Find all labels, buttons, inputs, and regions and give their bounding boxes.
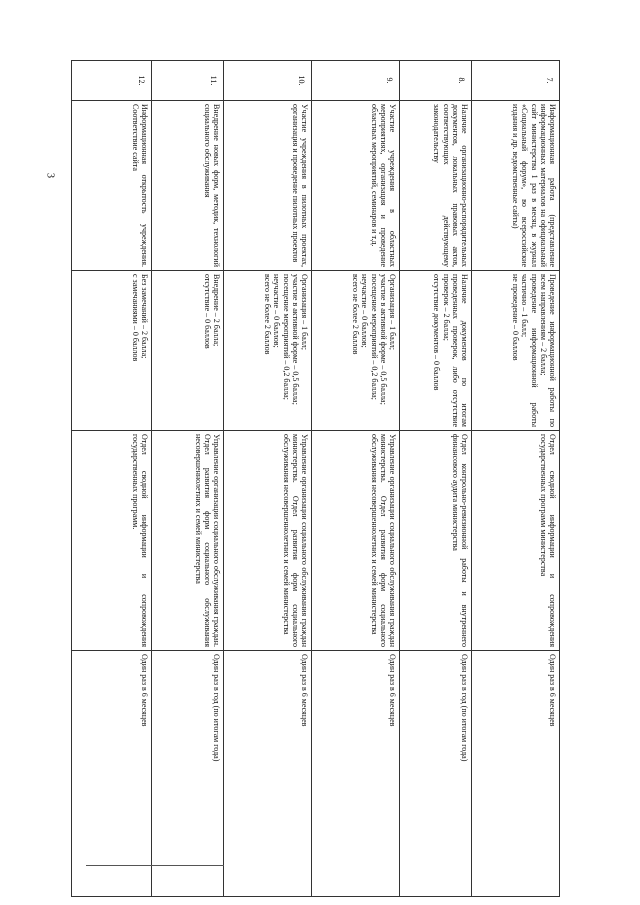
page-number: 3 bbox=[44, 173, 56, 178]
frequency-cell: Один раз в год (по итогам года) bbox=[400, 651, 472, 897]
footnote-rule bbox=[86, 865, 224, 866]
criteria-line: неучастие – 0 баллов; bbox=[360, 274, 370, 348]
criteria-table-rotated bbox=[72, 60, 560, 896]
table-row bbox=[312, 61, 400, 897]
criteria-line: отсутствие – 0 баллов bbox=[202, 274, 212, 349]
frequency-cell: Один раз в 6 месяцев bbox=[224, 651, 312, 897]
indicator-cell: Участие учреждения в пилотных проектах, организация и проведение пилотных проектов bbox=[224, 101, 312, 271]
criteria-line: всего не более 2 баллов bbox=[351, 274, 361, 355]
row-number-cell: 8. bbox=[400, 61, 472, 101]
criteria-line: отсутствие документов – 0 баллов bbox=[432, 274, 442, 391]
criteria-line: Без замечаний – 2 балла; bbox=[140, 274, 149, 359]
criteria-cell bbox=[224, 271, 312, 431]
criteria-cell bbox=[72, 271, 152, 431]
criteria-cell bbox=[400, 271, 472, 431]
frequency-cell: Один раз в 6 месяцев bbox=[72, 651, 152, 897]
criteria-line: всего не более 2 баллов bbox=[263, 274, 273, 355]
criteria-line: участие в активной форме – 0,5 балла; bbox=[290, 274, 300, 405]
table-row bbox=[472, 61, 560, 897]
responsible-cell: Отдел сводной информации и сопровождения государственных программ министерства bbox=[472, 431, 560, 651]
criteria-line: Наличие документов по итогам проведенных проверок, либо отсутствие проверок – 2 балла; bbox=[441, 274, 469, 427]
row-number-cell: 9. bbox=[312, 61, 400, 101]
indicator-cell: Информационная работа (представление информационных материалов на официальный сайт министерства 1 раз в месяц, в журнал «Социальный форум», во всероссийские издания и др. ведомственные сайты) bbox=[472, 101, 560, 271]
responsible-cell: Управление организации социального обслуживания граждан министерства. Отдел развития форм социального обслуживания несовершеннолетних и семей министерства bbox=[312, 431, 400, 651]
row-number-cell: 11. bbox=[152, 61, 224, 101]
criteria-line: посещение мероприятий – 0,2 балла; bbox=[281, 274, 291, 400]
indicator-cell: Внедрение новых форм, методик, технологий социального обслуживания bbox=[152, 101, 224, 271]
criteria-cell bbox=[472, 271, 560, 431]
criteria-line: проведение информационной работы частично – 1 балл; bbox=[520, 274, 539, 427]
criteria-line: не проведение – 0 баллов bbox=[511, 274, 521, 361]
criteria-line: Организация – 1 балл; bbox=[388, 274, 397, 351]
criteria-cell bbox=[312, 271, 400, 431]
indicator-cell: Участие учреждения в областных мероприятиях, организация и проведение областных мероприятий, семинаров и т.д. bbox=[312, 101, 400, 271]
criteria-table bbox=[71, 60, 560, 897]
criteria-line: Проведение информационной работы по всем направлениям – 2 балла; bbox=[538, 274, 557, 427]
table-row bbox=[72, 61, 152, 897]
table-row bbox=[152, 61, 224, 897]
indicator-cell: Информационная открытость учреждения. Соответствие сайта bbox=[72, 101, 152, 271]
frequency-cell: Один раз в 6 месяцев bbox=[312, 651, 400, 897]
criteria-line: участие в активной форме – 0,5 балла; bbox=[378, 274, 388, 405]
frequency-cell: Один раз в 6 месяцев bbox=[472, 651, 560, 897]
frequency-cell: Один раз в год (по итогам года) bbox=[152, 651, 224, 897]
indicator-cell: Наличие организационно-распорядительных документов, локальных правовых актов, соответствующих действующему законодательству bbox=[400, 101, 472, 271]
criteria-line: Организация – 1 балл; bbox=[300, 274, 309, 351]
row-number-cell: 7. bbox=[472, 61, 560, 101]
table-row bbox=[400, 61, 472, 897]
responsible-cell: Отдел контрольно-ревизионной работы и внутреннего финансового аудита министерства bbox=[400, 431, 472, 651]
row-number-cell: 10. bbox=[224, 61, 312, 101]
responsible-cell: Управление организации социального обслуживания граждан министерства. Отдел развития форм социального обслуживания несовершеннолетних и семей министерства bbox=[224, 431, 312, 651]
table-body bbox=[72, 61, 560, 897]
criteria-line: посещение мероприятий – 0,2 балла; bbox=[369, 274, 379, 400]
criteria-cell bbox=[152, 271, 224, 431]
criteria-line: с замечаниями – 0 баллов bbox=[130, 274, 140, 362]
criteria-line: Внедрение – 2 балла; bbox=[212, 274, 221, 347]
criteria-line: неучастие – 0 баллов; bbox=[272, 274, 282, 348]
table-row bbox=[224, 61, 312, 897]
row-number-cell: 12. bbox=[72, 61, 152, 101]
responsible-cell: Отдел сводной информации и сопровождения государственных программ. bbox=[72, 431, 152, 651]
responsible-cell: Управление организации социального обслуживания граждан. Отдел развития форм социального обслуживания несовершеннолетних и семей министерства bbox=[152, 431, 224, 651]
